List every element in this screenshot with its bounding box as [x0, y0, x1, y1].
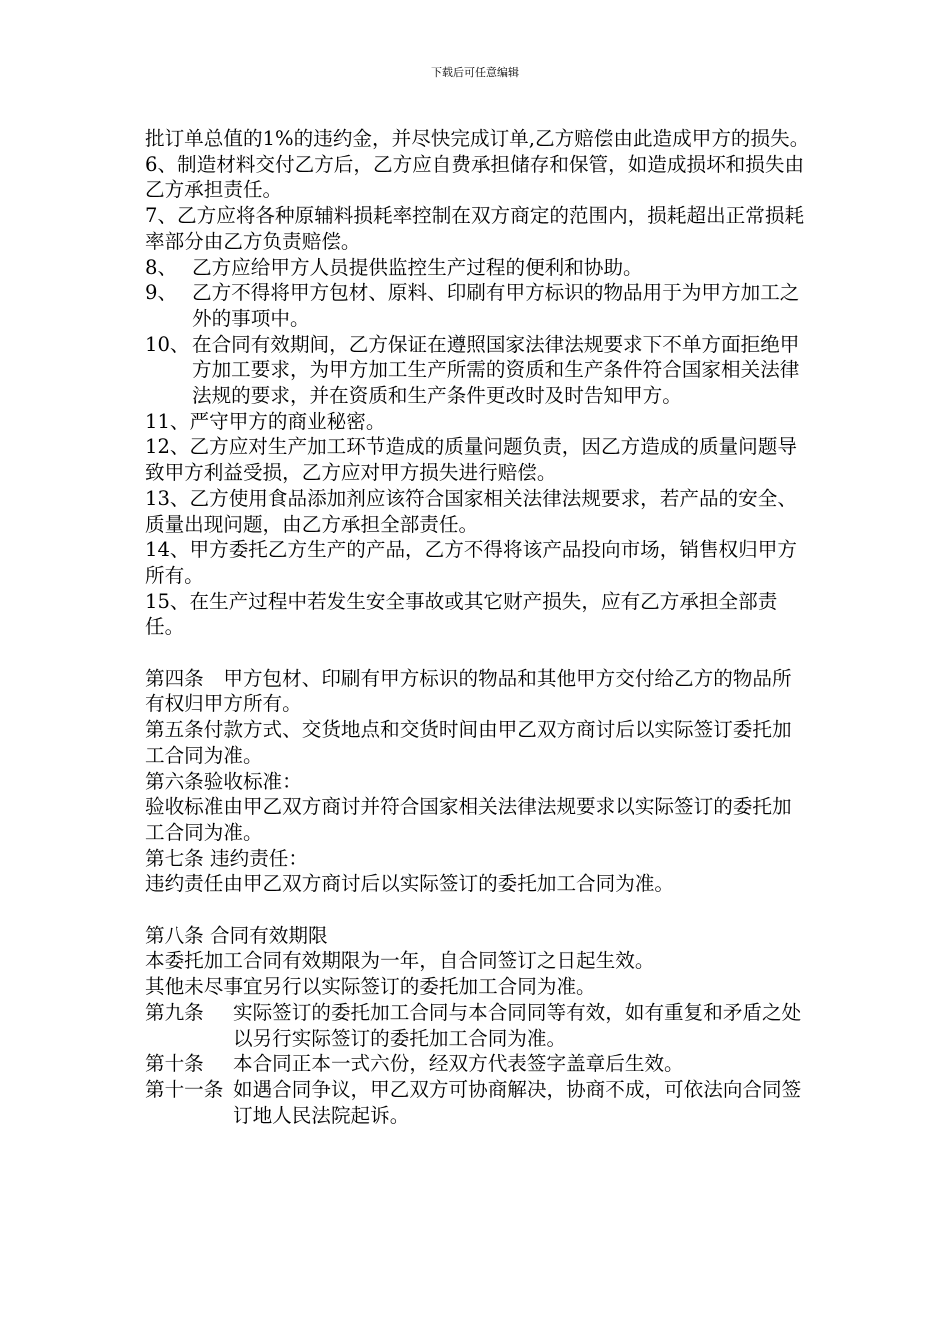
clause-8-number: 8、 [145, 255, 178, 279]
article-4: 第四条 甲方包材、印刷有甲方标识的物品和其他甲方交付给乙方的物品所有权归甲方所有。 [145, 666, 792, 716]
clause-8-text: 乙方应给甲方人员提供监控生产过程的便利和协助。 [192, 255, 643, 279]
clause-15: 15、在生产过程中若发生安全事故或其它财产损失，应有乙方承担全部责任。 [145, 589, 778, 639]
article-6-title: 第六条验收标准： [145, 769, 302, 793]
article-8-line-2: 其他未尽事宜另行以实际签订的委托加工合同为准。 [145, 975, 596, 999]
article-10 [145, 1051, 810, 1077]
clause-8 [145, 255, 810, 281]
article-10-number: 第十条 [145, 1052, 204, 1076]
article-11 [145, 1077, 810, 1128]
blank-line [145, 897, 810, 923]
clause-11: 11、严守甲方的商业秘密。 [145, 409, 386, 433]
blank-line [145, 640, 810, 666]
article-10-text: 本合同正本一式六份，经双方代表签字盖章后生效。 [233, 1052, 684, 1076]
clause-7: 7、乙方应将各种原辅料损耗率控制在双方商定的范围内，损耗超出正常损耗率部分由乙方负责赔偿。 [145, 204, 805, 253]
article-6-body: 验收标准由甲乙双方商讨并符合国家相关法律法规要求以实际签订的委托加工合同为准。 [145, 795, 792, 844]
article-8-line-1: 本委托加工合同有效期限为一年，自合同签订之日起生效。 [145, 949, 655, 973]
article-8-title: 第八条 合同有效期限 [145, 923, 328, 947]
article-9-number: 第九条 [145, 1000, 204, 1024]
clause-9 [145, 280, 810, 331]
page-header: 下载后可任意编辑 [431, 66, 519, 79]
clause-9-text: 乙方不得将甲方包材、原料、印刷有甲方标识的物品用于为甲方加工之外的事项中。 [192, 281, 800, 330]
clause-10-text: 在合同有效期间，乙方保证在遵照国家法律法规要求下不单方面拒绝甲方加工要求，为甲方加工生产所需的资质和生产条件符合国家相关法律法规的要求，并在资质和生产条件更改时及时告知甲方。 [192, 332, 800, 408]
clause-9-number: 9、 [145, 281, 178, 305]
contract-body [145, 126, 810, 1128]
article-7-title: 第七条 违约责任： [145, 846, 308, 870]
article-7-body: 违约责任由甲乙双方商讨后以实际签订的委托加工合同为准。 [145, 872, 675, 896]
clause-12: 12、乙方应对生产加工环节造成的质量问题负责，因乙方造成的质量问题导致甲方利益受损，乙方应对甲方损失进行赔偿。 [145, 435, 797, 485]
clause-6: 6、制造材料交付乙方后，乙方应自费承担储存和保管，如造成损坏和损失由乙方承担责任。 [145, 152, 805, 202]
clause-10 [145, 332, 810, 409]
clause-continuation: 批订单总值的1%的违约金，并尽快完成订单,乙方赔偿由此造成甲方的损失。 [145, 127, 810, 150]
article-5: 第五条付款方式、交货地点和交货时间由甲乙双方商讨后以实际签订委托加工合同为准。 [145, 718, 792, 767]
clause-13: 13、乙方使用食品添加剂应该符合国家相关法律法规要求，若产品的安全、质量出现问题，由乙方承担全部责任。 [145, 486, 797, 536]
clause-14: 14、甲方委托乙方生产的产品，乙方不得将该产品投向市场，销售权归甲方所有。 [145, 538, 797, 587]
article-11-text: 如遇合同争议，甲乙双方可协商解决，协商不成，可依法向合同签订地人民法院起诉。 [233, 1077, 802, 1127]
article-9 [145, 1000, 810, 1051]
clause-10-number: 10、 [145, 332, 190, 356]
article-9-text: 实际签订的委托加工合同与本合同同等有效，如有重复和矛盾之处以另行实际签订的委托加工合同为准。 [233, 1000, 802, 1050]
article-11-number: 第十一条 [145, 1077, 224, 1101]
